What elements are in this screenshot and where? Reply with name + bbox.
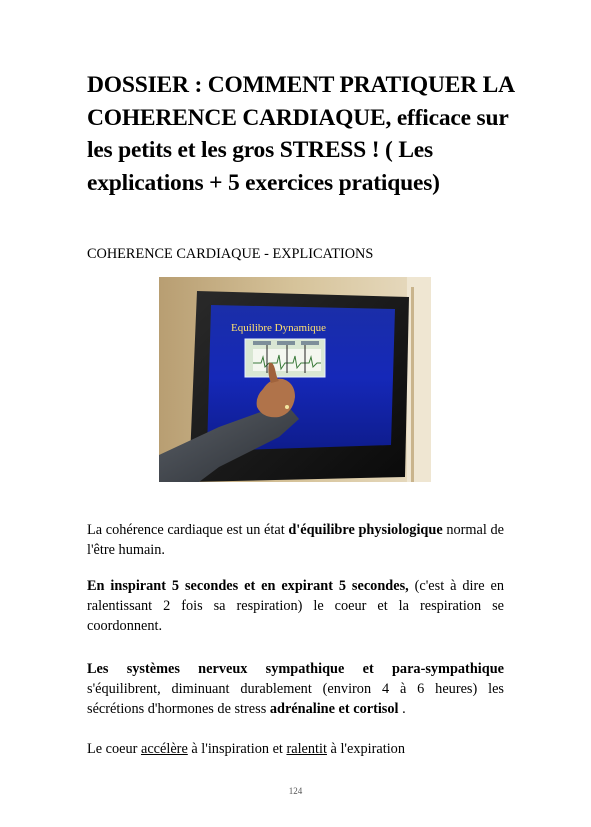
paragraph-text: à l'expiration xyxy=(326,741,405,757)
emphasis-text: d'équilibre physiologique xyxy=(288,522,443,538)
paragraph-text: à l'inspiration et xyxy=(187,741,287,757)
emphasis-text: Les systèmes nerveux sympathique et para-sympathique xyxy=(87,661,504,677)
paragraph-text: s'équilibrent, diminuant durablement (environ 4 à 6 heures) les sécrétions d'hormones de stress xyxy=(87,681,504,717)
page-number: 124 xyxy=(288,786,303,796)
underlined-text: accélère xyxy=(140,741,188,757)
section-heading: COHERENCE CARDIAQUE - EXPLICATIONS xyxy=(87,246,374,262)
page-title: DOSSIER : COMMENT PRATIQUER LA COHERENCE CARDIAQUE, efficace sur les petits et les gros STRESS ! ( Les explications + 5 exercices pratiques) xyxy=(87,72,514,196)
paragraph-heart-rhythm xyxy=(87,739,504,759)
paragraph-text: normal de l'être humain. xyxy=(87,522,504,558)
emphasis-text: En inspirant 5 secondes et en expirant 5 secondes, xyxy=(87,578,409,594)
underlined-text: ralentit xyxy=(286,741,327,757)
emphasis-text: adrénaline et cortisol xyxy=(269,701,399,717)
paragraph-text: (c'est à dire en ralentissant 2 fois sa respiration) le coeur et la respiration se coordonnent. xyxy=(87,578,504,634)
paragraph-text: . xyxy=(398,701,406,717)
coherence-monitor-photo xyxy=(159,277,431,482)
paragraph-text: Le coeur xyxy=(87,741,141,757)
paragraph-text: La cohérence cardiaque est un état xyxy=(87,522,289,538)
screen-title: Equilibre Dynamique xyxy=(231,322,327,334)
paragraph-coherence-definition xyxy=(87,520,504,560)
paragraph-breathing xyxy=(87,576,504,636)
paragraph-nervous-system xyxy=(87,659,504,719)
